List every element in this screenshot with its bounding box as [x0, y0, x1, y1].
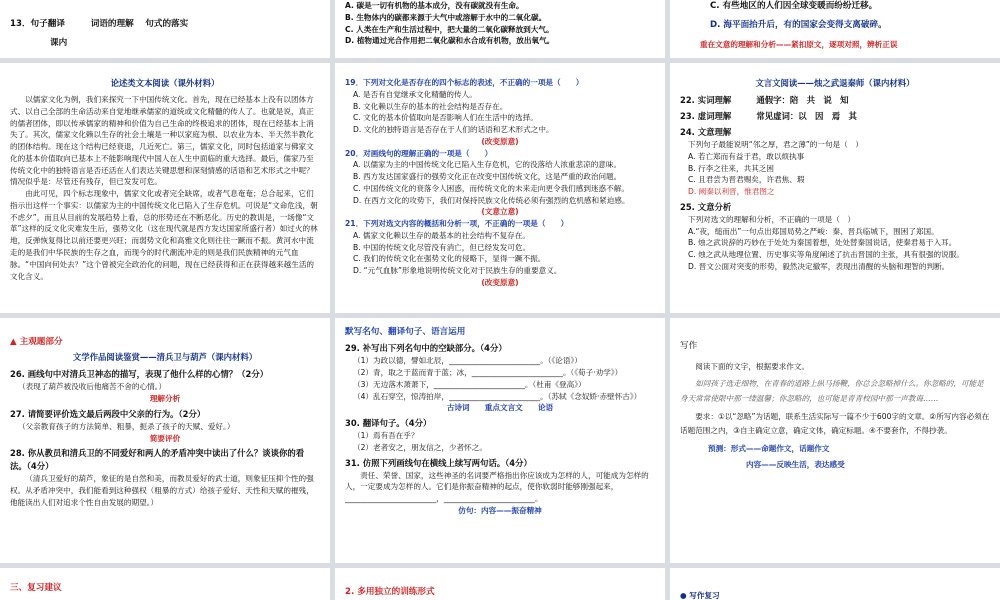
q19-tag: (改变原意) — [481, 136, 519, 146]
q30-line-2: （2）老者安之，朋友信之，少者怀之。 — [353, 442, 487, 452]
section-training-form: 2. 多用独立的训练形式 — [345, 587, 435, 597]
q20-tag: (文意立意) — [481, 207, 519, 217]
section-head: 写作 — [680, 341, 698, 351]
answer-26: （表现了葫芦被没收后他痛苦不舍的心情。） — [18, 382, 167, 392]
q20-option-a: A. 以儒家为主的中国传统文化已陷入生存危机，它的没落给人浓重悲凉的意味。 — [353, 160, 622, 170]
q20-option-d: D. 在西方文化的攻势下，我们对保持民族文化传统必须有强烈的危机感和紧迫感。 — [353, 195, 630, 205]
slide-bottom-right — [670, 568, 1000, 600]
top-line: 13．句子翻译 词语的理解 句式的落实 — [10, 19, 189, 29]
slide-literary-reading — [0, 318, 330, 563]
question-30: 30. 翻译句子。（4分） — [345, 418, 432, 429]
top-opt-c: C. 人类在生产和生活过程中，把大量的二氧化碳释放到大气。 — [345, 24, 554, 34]
question-20: 20．对画线句的理解正确的一项是（ ） — [345, 148, 493, 158]
review-note: 重在文意的理解和分析——紧扣原文，逐项对照，辨析正误 — [700, 39, 898, 49]
q25-option-c: C. 烛之武从地理位置、历史事实等角度阐述了抗击晋国的主张，具有很强的说服。 — [688, 250, 964, 260]
question-22: 22. 实词理解 通假字：陪 共 说 知 — [680, 95, 849, 106]
slide-writing — [670, 318, 1000, 563]
section-writing-review: ● 写作复习 — [680, 591, 720, 600]
slide-bottom-middle — [335, 568, 665, 600]
top-opt-a: A. 碳是一切有机物的基本成分，没有碳就没有生命。 — [345, 1, 524, 10]
slide-dictation-translation — [335, 318, 665, 563]
section-review-advice: 三、复习建议 — [10, 583, 62, 593]
prediction-form: 预测：形式——命题作文，话题作文 — [708, 443, 830, 453]
top-line-2: 课内 — [50, 38, 68, 49]
question-24: 24. 文意理解 — [680, 127, 732, 138]
q25-stem: 下列对选文的理解和分析，不正确的一项是（ ） — [688, 214, 856, 224]
q31-tag: 仿句：内容——振奋精神 — [458, 506, 542, 516]
question-25: 25. 文意分析 — [680, 201, 732, 212]
q21-option-d: D. “元气血脉”形象地说明传统文化对于民族生存的重要意义。 — [353, 266, 562, 276]
section-head: 默写名句、翻译句子、语言运用 — [345, 327, 466, 337]
q19-option-b: B. 文化赖以生存的基本的社会结构是否存在。 — [353, 101, 508, 111]
tag-27: 简要评价 — [149, 433, 181, 443]
top-opt-c: C. 有些地区的人们因全球变暖而纷纷迁移。 — [710, 1, 878, 11]
writing-material: 如同孩子选走细物，在青春的道路上纵马扬鞭，你总会忽略掉什么。你忽略的，可能是身天常常使限中那一缕温馨；你忽略的，也可能是青青校园中那一声教诲…… — [680, 379, 984, 403]
q19-option-a: A. 是否有自觉继承文化精髓的传人。 — [353, 89, 477, 99]
q20-option-b: B. 西方发达国家盛行的强势文化正在改变中国传统文化，这是严重的政治问题。 — [353, 172, 622, 182]
top-opt-b: B. 生物体内的碳都来源于大气中或溶解于水中的二氧化碳。 — [345, 12, 547, 22]
slide-classical-chinese — [670, 63, 1000, 313]
q21-option-c: C. 我们的传统文化在强势文化的侵略下，显得一蹶不振。 — [353, 254, 546, 264]
q29-line-2: （2）青，取之于蓝而青于蓝；冰，________________________。（《荀子·劝学》） — [353, 368, 623, 378]
passage-para-2: 由此可见，四个标志现象中，儒家文化或者完全缺席，或者气息奄奄；总合起来，它们指示出这样一个事实：以儒家为主的中国传统文化已陷入了生存危机。可说是“文命危浅，朝不虑夕”，而且从目前的发展趋势上看，总的形势还在不断恶化。历史的教训是，一场像“文革”这样的反文化灾难发生后，强势文化（这在现代就是西方发达国家所盛行者）如过火的林地，反弹恢复得比以前还要更兴旺；而弱势文化和高雅文化则往往一蹶而不振。黄河水中流走的是我们中华民族的生存之血，而现今的时代潮流冲走的则是我们民族精神的元气血脉。“中国向何处去？”这个曾被完全政治化的问题，现在已经获得和正在获得越来越生活的文化含义。 — [10, 189, 318, 281]
section-subjective: ▲ 主观题部分 — [10, 337, 63, 347]
slide-top-right — [670, 0, 1000, 58]
q24-option-b: B. 行李之往来，共其乏困 — [688, 163, 774, 173]
section-title: 文学作品阅读鉴赏——清兵卫与葫芦（课内材料） — [72, 352, 258, 363]
question-29: 29. 补写出下列名句中的空缺部分。（4分） — [345, 343, 507, 354]
q21-tag: (改变原意) — [481, 278, 519, 288]
slide-argument-reading — [0, 63, 330, 313]
section-title: 论述类文本阅读（课外材料） — [110, 78, 220, 88]
slide-top-left — [0, 0, 330, 58]
question-23: 23. 虚词理解 常见虚词：以 因 焉 其 — [680, 111, 857, 122]
question-28: 28. 你从教员和清兵卫的不同爱好和两人的矛盾冲突中读出了什么？谈谈你的看法。（4分） — [10, 448, 305, 472]
q24-option-a: A. 若亡郑而有益于君，敢以烦执事 — [688, 151, 805, 161]
q21-option-a: A. 儒家文化赖以生存的最基本的社会结构不复存在。 — [353, 230, 530, 240]
question-27: 27. 请简要评价选文最后两段中父亲的行为。（2分） — [10, 408, 206, 419]
q19-option-d: D. 文化的独特语言是否存在于人们的话语和艺术形式之中。 — [353, 125, 554, 135]
answer-28: （清兵卫爱好的葫芦，象征的是自然和美，而教员爱好的武士道，则象征压抑个性的强权。从矛盾冲突中，我们能看到这种强权（粗暴的方式）给孩子爱好、天性和天赋的摧残，他能读出人们对追求个性自由发展的期望。） — [10, 474, 314, 507]
q19-option-c: C. 文化的基本价值取向是否影响人们在生活中的选择。 — [353, 113, 538, 123]
q29-line-3: （3）无边落木萧萧下，________________________。（杜甫《登高》） — [353, 379, 586, 389]
q24-option-c: C. 且君尝为晋君赐矣，许君焦、瑕 — [688, 175, 805, 185]
q31-text: 责任、荣誉、国家，这些神圣的名词要严格指出你应该成为怎样的人，可能成为怎样的人，一定要成为怎样的人。它们是你振奋精神的起点，使你软弱时能够刚强起来，________________________，________________________。 — [345, 470, 649, 504]
q25-option-a: A.“夜，缒而出”一句点出郑国局势之严峻：秦、晋兵临城下，围困了郑国。 — [688, 226, 939, 236]
q25-option-d: D. 晋文公面对突变的形势，毅然决定撤军，表现出清醒的头脑和理智的判断。 — [688, 261, 950, 271]
q20-option-c: C. 中国传统文化的衰落令人困惑，而传统文化的未来走向更令我们感到迷惑不解。 — [353, 183, 629, 193]
slide-top-middle — [335, 0, 665, 58]
question-21: 21．下列对选文内容的概括和分析一项，不正确的一项是（ ） — [345, 219, 569, 229]
prediction-content: 内容——反映生活，表达感受 — [746, 459, 845, 469]
q30-line-1: （1）焉有吾在乎？ — [353, 431, 419, 441]
top-opt-d: D. 植物通过光合作用把二氧化碳和水合成有机物，放出氧气。 — [345, 36, 555, 46]
question-31: 31. 仿照下列画线句在横线上续写两句话。（4分） — [345, 457, 532, 468]
q29-line-1: （1）为政以德，譬如北辰，________________________。（《论语》） — [353, 356, 582, 366]
answer-27: （父亲教育孩子的方法简单、粗暴，扼杀了孩子的天赋、爱好。） — [18, 421, 235, 431]
q29-line-4: （4）乱石穿空，惊涛拍岸，________________________。（苏轼《念奴娇·赤壁怀古》） — [353, 391, 642, 401]
slide-mc-questions — [335, 63, 665, 313]
question-19: 19．下列对文化是否存在的四个标志的表述，不正确的一项是（ ） — [345, 78, 584, 87]
q29-tags: 古诗词 重点文言文 论语 — [446, 403, 554, 413]
slide-bottom-left — [0, 568, 330, 600]
section-title: 文言文阅读——烛之武退秦师（课内材料） — [755, 78, 915, 88]
tag-26: 理解分析 — [149, 394, 181, 404]
q21-option-b: B. 中国的传统文化尽管没有消亡，但已经发发可危。 — [353, 242, 531, 252]
writing-requirements: 要求：①以“忽略”为话题，联系生活实际写一篇不少于600字的文章。②所写内容必须在话题范围之内，③自主确定立意，确定文体，确定标题。④不要套作，不得抄袭。 — [680, 411, 990, 436]
passage-para-1: 以儒家文化为例，我们来探究一下中国传统文化。首先，现在已经基本上没有以团体方式、以自己全部的生命活动来自觉地继承儒家的道统或文化精髓的传人了。也就是说，真正的儒者团体，即以传承儒家的精神和价值为自己生命的终极追求的团体，现在已经基本上消失了。其次，儒家文化赖以生存的社会土壤是一种以家庭为根、以农业为本、半天然半教化的团体结构。现在这个结构已经衰退，几近死亡。第三，儒家文化，同时包括道家与佛家文化的基本价值取向已基本上不能影响现代中国人在人生中面临的重大选择。最后，儒家乃至传统文化中的独特语言是否还活在人们表达关键思想和深刻情感的话语和艺术形式之中呢？情况似乎是：尽管还有残存，但已发发可危。 — [10, 95, 314, 187]
q24-stem: 下列句子最能说明“邻之厚，君之薄”的一句是（ ） — [688, 140, 863, 150]
writing-intro: 阅读下面的文字，根据要求作文。 — [695, 362, 810, 372]
top-opt-d: D. 海平面抬升后，有的国家会变得支离破碎。 — [710, 20, 887, 31]
q25-option-b: B. 烛之武说辞的巧妙在于处处为秦国着想，处处替秦国说话，使秦君易于入耳。 — [688, 238, 957, 248]
q24-option-d: D. 阙秦以利晋，惟君图之 — [688, 187, 775, 197]
question-26: 26. 画线句中对清兵卫神态的描写，表现了他什么样的心情？（2分） — [10, 369, 269, 380]
